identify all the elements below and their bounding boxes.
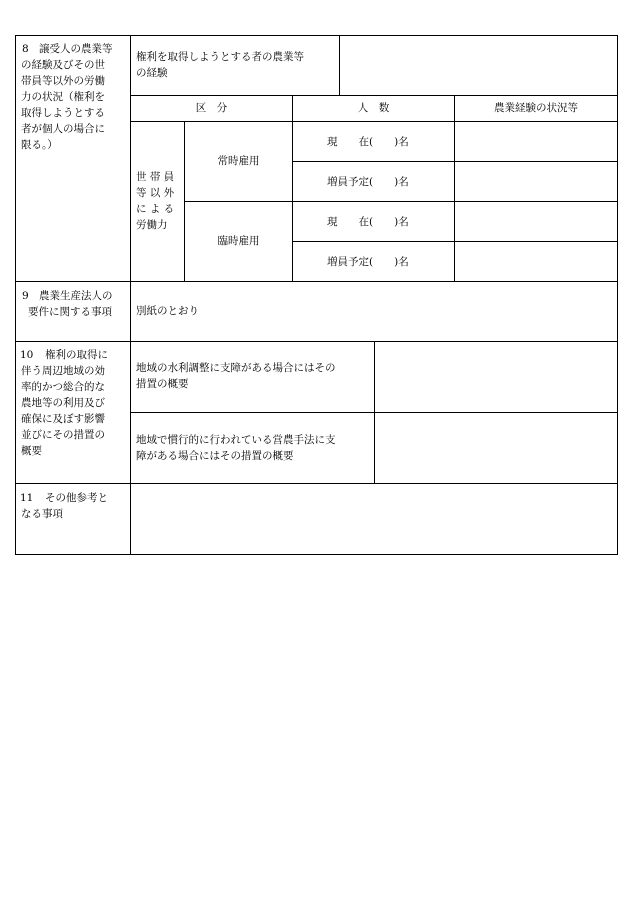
regular-planned-status[interactable] [455, 162, 617, 201]
section11-number: 11 [20, 492, 34, 504]
section11-label-2: なる事項 [21, 508, 63, 520]
section8-number: 8 [22, 43, 29, 55]
section10-label-3: 率的かつ総合的な [21, 381, 105, 393]
regular-planned-count[interactable]: 増員予定( )名 [327, 176, 409, 188]
rule-kubun-col [292, 95, 293, 281]
section10-number: 10 [20, 349, 34, 361]
col-kubun-header: 区 分 [195, 102, 228, 114]
col-status-header: 農業経験の状況等 [494, 102, 578, 114]
labor-label-2: 等 以 外 [136, 187, 175, 199]
rule-left [15, 35, 16, 555]
rule-sec8-sub [130, 95, 618, 96]
section8-label-6: 者が個人の場合に [21, 123, 105, 135]
rule-right [617, 35, 618, 555]
farming-practice-value[interactable] [375, 413, 617, 483]
section10-label-1: 権利の取得に [45, 349, 108, 361]
temporary-employment-label: 臨時雇用 [217, 235, 260, 247]
experience-label-2: の経験 [136, 67, 168, 79]
section11-value[interactable] [131, 484, 617, 554]
section8-label-4: 力の状況（権利を [21, 91, 105, 103]
temporary-planned-count[interactable]: 増員予定( )名 [327, 256, 409, 268]
section10-label-7: 概要 [21, 445, 42, 457]
labor-label-1: 世 帯 員 [136, 171, 175, 183]
section8-label-2: の経験及びその世 [21, 59, 105, 71]
regular-employment-label: 常時雇用 [217, 155, 260, 167]
section8-label-7: 限る。） [21, 139, 58, 151]
section8-label-1: 譲受人の農業等 [39, 43, 113, 55]
farming-practice-label-1: 地域で慣行的に行われている営農手法に支 [136, 434, 336, 446]
section9-label-1: 農業生産法人の [39, 290, 113, 302]
labor-label-3: に よ る [136, 203, 175, 215]
temporary-current-count[interactable]: 現 在( )名 [327, 216, 409, 228]
section9-number: 9 [22, 290, 29, 302]
experience-value[interactable] [340, 36, 617, 95]
section8-label-5: 取得しようとする [21, 107, 105, 119]
section8-label-3: 帯員等以外の労働 [21, 75, 105, 87]
temporary-current-status[interactable] [455, 202, 617, 241]
labor-label-4: 労働力 [136, 219, 168, 231]
section9-value[interactable]: 別紙のとおり [136, 305, 199, 317]
water-adjustment-label-2: 措置の概要 [136, 378, 189, 390]
section10-label-5: 確保に及ぼす影響 [21, 413, 105, 425]
temporary-planned-status[interactable] [455, 242, 617, 281]
col-ninzu-header: 人 数 [357, 102, 390, 114]
water-adjustment-value[interactable] [375, 342, 617, 412]
water-adjustment-label-1: 地域の水利調整に支障がある場合にはその [136, 362, 336, 374]
rule-bottom [15, 554, 618, 555]
section10-label-4: 農地等の利用及び [21, 397, 105, 409]
rule-labor-col [184, 121, 185, 281]
regular-current-status[interactable] [455, 122, 617, 161]
section10-label-6: 並びにその措置の [21, 429, 105, 441]
section9-label-2: 要件に関する事項 [28, 306, 112, 318]
experience-label-1: 権利を取得しようとする者の農業等 [136, 51, 304, 63]
farming-practice-label-2: 障がある場合にはその措置の概要 [136, 450, 294, 462]
regular-current-count[interactable]: 現 在( )名 [327, 136, 409, 148]
section10-label-2: 伴う周辺地域の効 [21, 365, 105, 377]
rule-sec9-top [15, 281, 618, 282]
section11-label-1: その他参考と [45, 492, 108, 504]
